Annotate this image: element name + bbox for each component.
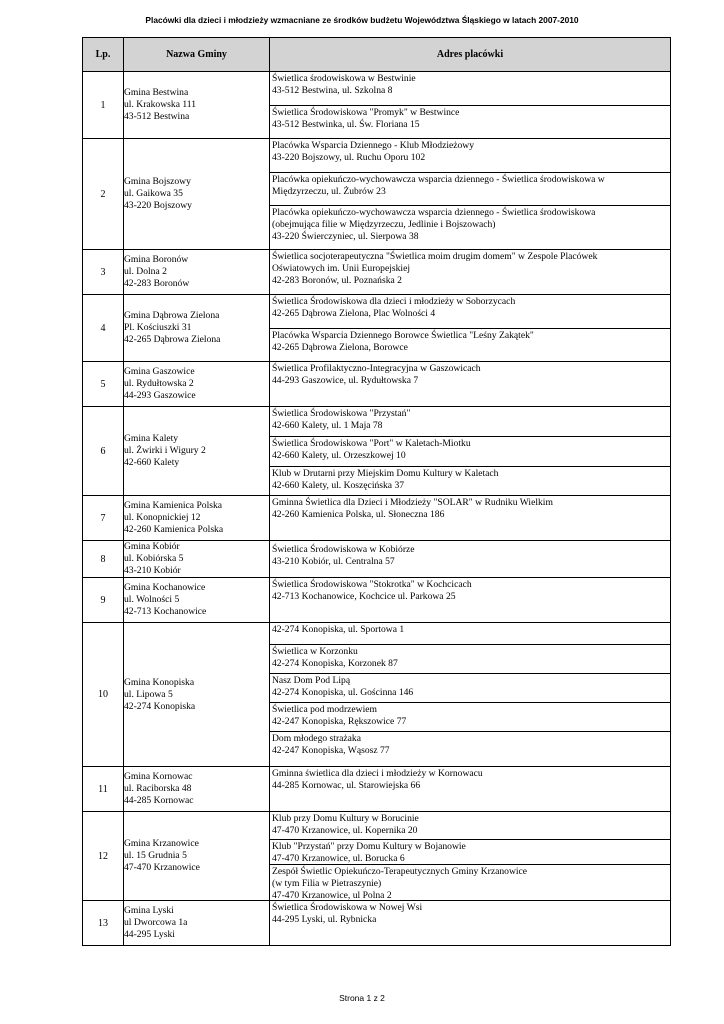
facility-entry bbox=[270, 105, 670, 138]
facility-line: 42-260 Kamienica Polska, ul. Słoneczna 186 bbox=[272, 509, 445, 520]
table-row bbox=[83, 578, 671, 623]
gmina-line: 42-713 Kochanowice bbox=[124, 606, 207, 617]
facility-line: 43-220 Bojszowy, ul. Ruchu Oporu 102 bbox=[272, 152, 426, 163]
table-row bbox=[83, 541, 671, 578]
facility-line: 42-274 Konopiska, ul. Gościnna 146 bbox=[272, 687, 414, 698]
gmina-cell bbox=[124, 139, 270, 250]
facility-line: Świetlica Profilaktyczno-Integracyjna w Gaszowicach bbox=[272, 363, 481, 374]
gmina-line: ul. Lipowa 5 bbox=[124, 688, 173, 700]
facility-line: 43-220 Świerczyniec, ul. Sierpowa 38 bbox=[272, 231, 419, 242]
facility-line: Świetlica socjoterapeutyczna "Świetlica moim drugim domem" w Zespole Placówek bbox=[272, 251, 598, 262]
row-number: 5 bbox=[83, 362, 124, 407]
facility-line: 47-470 Krzanowice, ul. Kopernika 20 bbox=[272, 825, 418, 836]
gmina-line: Gmina Kamienica Polska bbox=[124, 500, 223, 511]
gmina-line: ul. Konopnickiej 12 bbox=[124, 512, 201, 523]
gmina-line: 42-660 Kalety bbox=[124, 457, 180, 468]
facility-line: 42-660 Kalety, ul. Orzeszkowej 10 bbox=[272, 450, 406, 461]
facility-entry bbox=[270, 328, 670, 361]
gmina-line: Gmina Boronów bbox=[124, 254, 189, 265]
table-row bbox=[83, 623, 671, 767]
facility-line: 42-265 Dąbrowa Zielona, Borowce bbox=[272, 342, 408, 353]
address-cell bbox=[270, 72, 671, 139]
gmina-line: ul. Kobiórska 5 bbox=[124, 553, 184, 564]
facility-entry bbox=[270, 767, 670, 811]
gmina-line: Gmina Kochanowice bbox=[124, 582, 206, 593]
facility-line: Świetlica Środowiskowa "Promyk" w Bestwince bbox=[272, 107, 460, 118]
facility-line: 43-210 Kobiór, ul. Centralna 57 bbox=[272, 555, 395, 567]
facility-entry bbox=[270, 362, 670, 406]
facility-line: 42-283 Boronów, ul. Poznańska 2 bbox=[272, 275, 402, 286]
address-cell bbox=[270, 812, 671, 901]
address-cell bbox=[270, 407, 671, 496]
table-row bbox=[83, 767, 671, 812]
row-number: 11 bbox=[83, 767, 124, 812]
gmina-cell bbox=[124, 295, 270, 362]
row-number: 7 bbox=[83, 496, 124, 541]
address-cell bbox=[270, 139, 671, 250]
facility-entry bbox=[270, 839, 670, 864]
facility-line: 42-713 Kochanowice, Kochcice ul. Parkowa 25 bbox=[272, 591, 456, 602]
gmina-cell bbox=[124, 623, 270, 767]
facility-line: Placówka Wsparcia Dziennego - Klub Młodzieżowy bbox=[272, 140, 475, 151]
gmina-line: Pl. Kościuszki 31 bbox=[124, 322, 192, 333]
gmina-line: 43-220 Bojszowy bbox=[124, 200, 192, 211]
facility-line: Świetlica Środowiskowa w Nowej Wsi bbox=[272, 902, 423, 913]
facility-entry bbox=[270, 205, 670, 249]
facility-line: 43-512 Bestwinka, ul. Św. Floriana 15 bbox=[272, 119, 420, 130]
document-title: Placówki dla dzieci i młodzieży wzmacniane ze środków budżetu Województwa Śląskiego w latach 2007-2010 bbox=[145, 15, 579, 25]
gmina-line: Gmina Gaszowice bbox=[124, 366, 195, 377]
facility-line: 42-274 Konopiska, Korzonek 87 bbox=[272, 658, 398, 669]
facility-entry bbox=[270, 623, 670, 644]
facility-line: (obejmująca filie w Międzyrzeczu, Jedlinie i Bojszowach) bbox=[272, 219, 496, 230]
gmina-line: 42-274 Konopiska bbox=[124, 700, 196, 712]
facility-line: Świetlica w Korzonku bbox=[272, 646, 358, 657]
facility-line: 42-247 Konopiska, Wąsosz 77 bbox=[272, 745, 390, 756]
facility-entry bbox=[270, 578, 670, 622]
facility-line: 42-274 Konopiska, ul. Sportowa 1 bbox=[272, 624, 405, 635]
address-cell bbox=[270, 623, 671, 767]
facility-entry bbox=[270, 812, 670, 839]
gmina-line: 47-470 Krzanowice bbox=[124, 862, 200, 873]
gmina-line: Gmina Dąbrowa Zielona bbox=[124, 310, 220, 321]
gmina-line: ul. Dolna 2 bbox=[124, 266, 167, 277]
facility-line: 43-512 Bestwina, ul. Szkolna 8 bbox=[272, 85, 393, 96]
facility-line: Klub przy Domu Kultury w Borucinie bbox=[272, 813, 419, 824]
facility-entry bbox=[270, 139, 670, 172]
table-row bbox=[83, 72, 671, 139]
gmina-line: ul. 15 Grudnia 5 bbox=[124, 850, 187, 861]
facility-entry bbox=[270, 407, 670, 436]
row-number: 1 bbox=[83, 72, 124, 139]
row-number: 13 bbox=[83, 901, 124, 946]
facility-entry bbox=[270, 436, 670, 466]
table-row bbox=[83, 139, 671, 250]
address-cell bbox=[270, 250, 671, 295]
facility-line: 44-295 Lyski, ul. Rybnicka bbox=[272, 914, 377, 925]
facility-line: 47-470 Krzanowice, ul Polna 2 bbox=[272, 890, 392, 900]
table-row bbox=[83, 901, 671, 946]
facility-entry bbox=[270, 702, 670, 731]
row-number: 8 bbox=[83, 541, 124, 578]
row-number: 3 bbox=[83, 250, 124, 295]
table-row bbox=[83, 295, 671, 362]
gmina-cell bbox=[124, 496, 270, 541]
row-number: 9 bbox=[83, 578, 124, 623]
facility-line: 44-293 Gaszowice, ul. Rydułtowska 7 bbox=[272, 375, 419, 386]
address-cell bbox=[270, 362, 671, 407]
facility-line: 42-247 Konopiska, Rększowice 77 bbox=[272, 716, 407, 727]
address-cell bbox=[270, 541, 671, 578]
row-number: 6 bbox=[83, 407, 124, 496]
address-cell bbox=[270, 295, 671, 362]
facility-line: Placówka Wsparcia Dziennego Borowce Świetlica "Leśny Zakątek" bbox=[272, 330, 534, 341]
gmina-line: ul. Raciborska 48 bbox=[124, 783, 192, 794]
gmina-line: 42-283 Boronów bbox=[124, 278, 190, 289]
gmina-cell bbox=[124, 901, 270, 946]
gmina-line: ul. Rydułtowska 2 bbox=[124, 378, 194, 389]
facility-line: Nasz Dom Pod Lipą bbox=[272, 675, 351, 686]
facility-entry bbox=[270, 901, 670, 945]
facility-line: Międzyrzeczu, ul. Żubrów 23 bbox=[272, 186, 386, 197]
table-body bbox=[83, 72, 671, 946]
facility-entry bbox=[270, 731, 670, 766]
gmina-cell bbox=[124, 541, 270, 578]
facility-entry bbox=[270, 644, 670, 673]
facility-entry bbox=[270, 466, 670, 495]
row-number: 2 bbox=[83, 139, 124, 250]
gmina-cell bbox=[124, 362, 270, 407]
address-cell bbox=[270, 901, 671, 946]
gmina-line: 44-293 Gaszowice bbox=[124, 390, 196, 401]
address-cell bbox=[270, 496, 671, 541]
gmina-line: Gmina Konopiska bbox=[124, 676, 195, 688]
row-number: 10 bbox=[83, 623, 124, 767]
gmina-line: 44-285 Kornowac bbox=[124, 795, 194, 806]
row-number: 12 bbox=[83, 812, 124, 901]
facility-entry bbox=[270, 543, 670, 576]
gmina-line: Gmina Kobiór bbox=[124, 541, 180, 552]
table-row bbox=[83, 496, 671, 541]
facility-line: (w tym Filia w Pietraszynie) bbox=[272, 878, 382, 889]
table-row bbox=[83, 250, 671, 295]
facility-line: Świetlica Środowiskowa "Stokrotka" w Kochcicach bbox=[272, 579, 472, 590]
gmina-line: ul. Żwirki i Wigury 2 bbox=[124, 445, 206, 456]
gmina-line: Gmina Krzanowice bbox=[124, 838, 199, 849]
column-header-lp: Lp. bbox=[83, 38, 124, 72]
gmina-line: ul. Krakowska 111 bbox=[124, 99, 197, 110]
facility-entry bbox=[270, 496, 670, 540]
facility-line: Klub w Drutarni przy Miejskim Domu Kultury w Kaletach bbox=[272, 468, 499, 479]
gmina-cell bbox=[124, 72, 270, 139]
facility-line: Świetlica Środowiskowa w Kobiórze bbox=[272, 543, 415, 555]
facility-line: Placówka opiekuńczo-wychowawcza wsparcia dziennego - Świetlica środowiskowa w bbox=[272, 174, 605, 185]
facility-line: Gminna Świetlica dla Dzieci i Młodzieży "SOLAR" w Rudniku Wielkim bbox=[272, 497, 553, 508]
facility-line: Świetlica środowiskowa w Bestwinie bbox=[272, 73, 416, 84]
column-header-gmina: Nazwa Gminy bbox=[124, 38, 270, 72]
gmina-line: 42-265 Dąbrowa Zielona bbox=[124, 334, 221, 345]
gmina-line: Gmina Kalety bbox=[124, 433, 179, 444]
facility-line: Oświatowych im. Unii Europejskiej bbox=[272, 263, 411, 274]
table-row bbox=[83, 812, 671, 901]
gmina-line: 42-260 Kamienica Polska bbox=[124, 524, 224, 535]
facility-line: 42-660 Kalety, ul. 1 Maja 78 bbox=[272, 420, 383, 431]
facility-line: Świetlica Środowiskowa "Przystań" bbox=[272, 408, 411, 419]
facility-line: Placówka opiekuńczo-wychowawcza wsparcia dziennego - Świetlica środowiskowa bbox=[272, 207, 596, 218]
address-cell bbox=[270, 767, 671, 812]
facility-line: Klub "Przystań" przy Domu Kultury w Bojanowie bbox=[272, 841, 466, 852]
gmina-line: Gmina Bojszowy bbox=[124, 176, 191, 187]
facility-entry bbox=[270, 673, 670, 702]
facility-line: 44-285 Kornowac, ul. Starowiejska 66 bbox=[272, 780, 421, 791]
facility-line: Gminna świetlica dla dzieci i młodzieży w Kornowacu bbox=[272, 768, 483, 779]
facility-line: Zespół Świetlic Opiekuńczo-Terapeutycznych Gminy Krzanowice bbox=[272, 866, 528, 877]
gmina-cell bbox=[124, 250, 270, 295]
facility-entry bbox=[270, 864, 670, 900]
gmina-line: Gmina Lyski bbox=[124, 905, 174, 916]
gmina-cell bbox=[124, 767, 270, 812]
gmina-line: ul Dworcowa 1a bbox=[124, 917, 188, 928]
gmina-line: Gmina Kornowac bbox=[124, 771, 193, 782]
page-footer: Strona 1 z 2 bbox=[339, 993, 385, 1003]
facility-entry bbox=[270, 72, 670, 105]
facility-entry bbox=[270, 172, 670, 205]
gmina-line: ul. Gaikowa 35 bbox=[124, 188, 183, 199]
gmina-cell bbox=[124, 812, 270, 901]
facility-line: Świetlica pod modrzewiem bbox=[272, 704, 377, 715]
column-header-address: Adres placówki bbox=[270, 38, 671, 72]
gmina-line: 43-210 Kobiór bbox=[124, 565, 181, 576]
gmina-line: ul. Wolności 5 bbox=[124, 594, 180, 605]
gmina-line: 44-295 Lyski bbox=[124, 929, 175, 940]
gmina-line: 43-512 Bestwina bbox=[124, 111, 190, 122]
facility-line: 42-660 Kalety, ul. Koszęcińska 37 bbox=[272, 480, 405, 491]
facilities-table bbox=[82, 37, 671, 946]
facility-line: Dom młodego strażaka bbox=[272, 733, 361, 744]
facility-line: Świetlica Środowiskowa "Port" w Kaletach-Miotku bbox=[272, 438, 471, 449]
table-header-row bbox=[83, 38, 671, 72]
gmina-line: Gmina Bestwina bbox=[124, 87, 189, 98]
facility-line: 42-265 Dąbrowa Zielona, Plac Wolności 4 bbox=[272, 308, 436, 319]
table-row bbox=[83, 362, 671, 407]
table-row bbox=[83, 407, 671, 496]
gmina-cell bbox=[124, 578, 270, 623]
address-cell bbox=[270, 578, 671, 623]
gmina-cell bbox=[124, 407, 270, 496]
facility-entry bbox=[270, 250, 670, 294]
facility-line: 47-470 Krzanowice, ul. Borucka 6 bbox=[272, 853, 405, 864]
facility-entry bbox=[270, 295, 670, 328]
row-number: 4 bbox=[83, 295, 124, 362]
facility-line: Świetlica Środowiskowa dla dzieci i młodzieży w Soborzycach bbox=[272, 296, 516, 307]
